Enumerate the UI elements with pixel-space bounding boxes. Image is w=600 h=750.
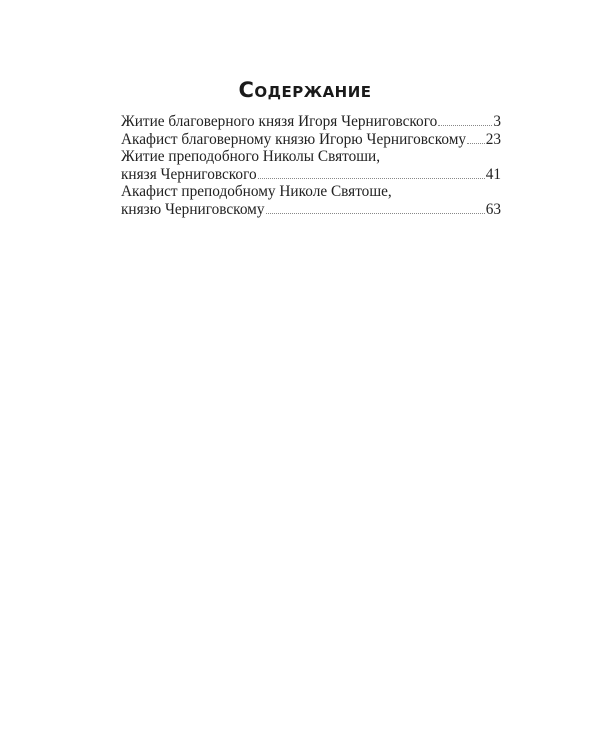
toc-entry	[121, 113, 501, 131]
toc-entry-title-cont: князю Черниговскому	[121, 200, 265, 218]
leader-dots	[438, 124, 492, 126]
page-title: Содержание	[238, 78, 372, 102]
toc-page-number: 41	[485, 165, 501, 183]
leader-dots	[467, 142, 485, 144]
leader-dots	[266, 212, 485, 214]
toc-page-number: 63	[485, 200, 501, 218]
toc-entry-title: Житие благоверного князя Игоря Черниговского	[121, 113, 438, 130]
table-of-contents	[121, 113, 501, 219]
leader-dots	[258, 177, 485, 179]
toc-entry	[121, 183, 501, 218]
toc-entry-title: Акафист преподобному Николе Святоше,	[121, 183, 392, 201]
toc-page-number: 23	[485, 130, 501, 148]
toc-entry	[121, 148, 501, 183]
toc-entry	[121, 131, 501, 149]
toc-entry-title: Житие преподобного Николы Святоши,	[121, 148, 381, 166]
toc-page-number: 3	[493, 113, 501, 130]
toc-entry-title: Акафист благоверному князю Игорю Черниговскому	[121, 130, 467, 148]
toc-entry-title-cont: князя Черниговского	[121, 165, 257, 183]
